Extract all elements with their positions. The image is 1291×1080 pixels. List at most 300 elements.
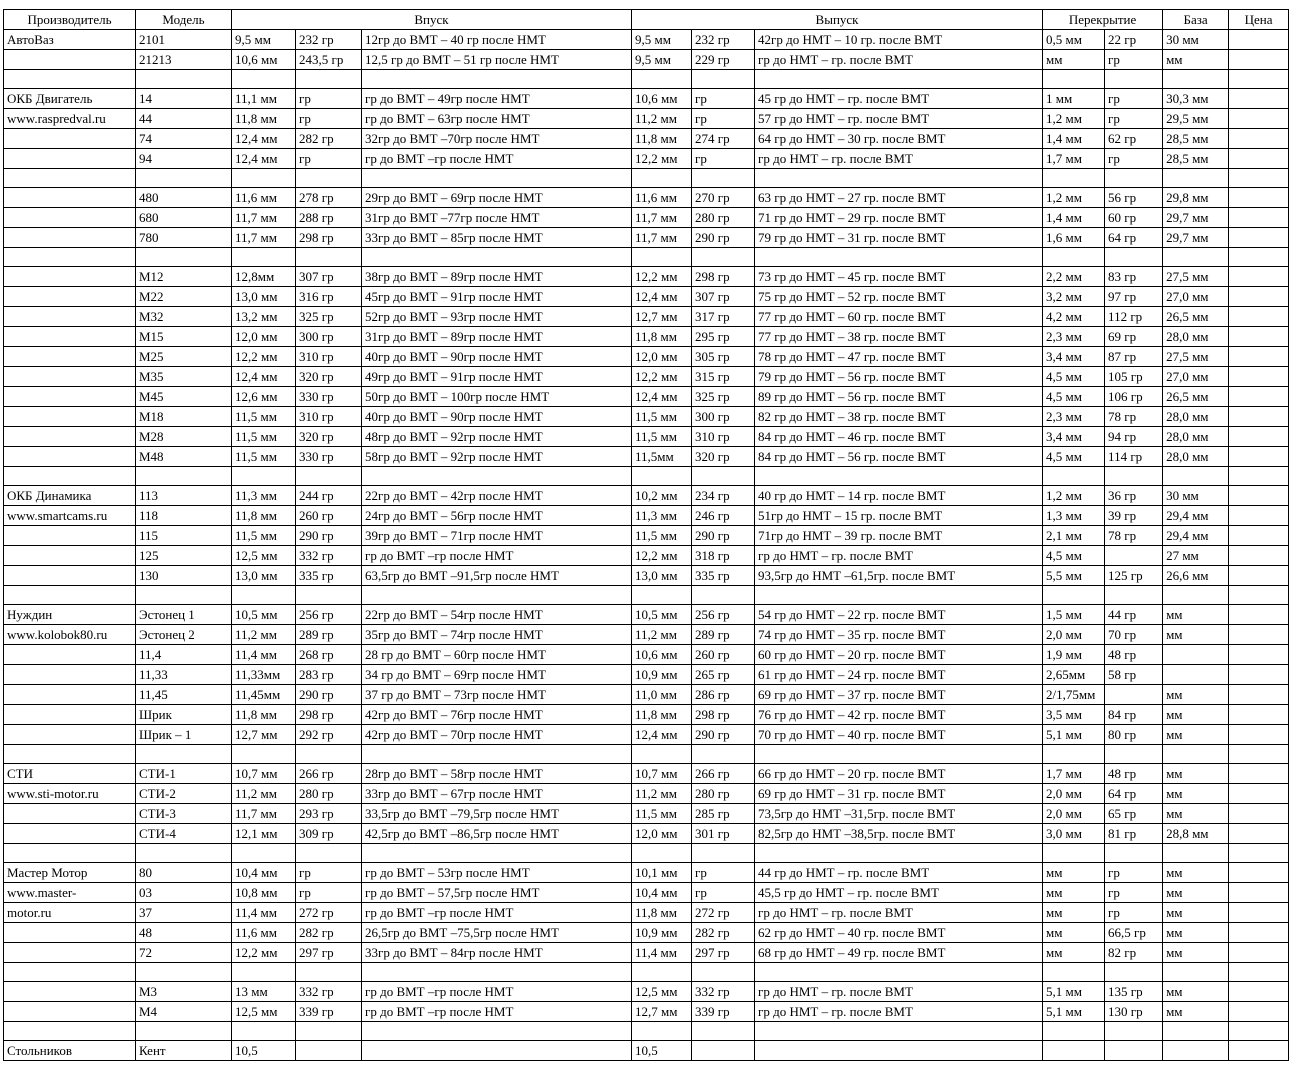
table-cell <box>1043 70 1105 89</box>
table-cell <box>1163 248 1229 267</box>
table-cell: 28,5 мм <box>1163 149 1229 169</box>
header-exhaust: Выпуск <box>632 10 1043 30</box>
table-cell <box>1163 1022 1229 1041</box>
table-cell <box>1229 665 1289 685</box>
table-cell <box>1229 208 1289 228</box>
table-cell: 12,2 мм <box>632 267 692 287</box>
table-row <box>4 745 1289 764</box>
table-cell: гр <box>1105 50 1163 70</box>
table-cell: 125 гр <box>1105 566 1163 586</box>
table-cell: мм <box>1043 903 1105 923</box>
table-cell: 1,2 мм <box>1043 109 1105 129</box>
table-cell <box>136 248 232 267</box>
table-cell: 310 гр <box>296 407 362 427</box>
table-cell: М45 <box>136 387 232 407</box>
table-cell <box>1163 665 1229 685</box>
table-cell: 3,4 мм <box>1043 427 1105 447</box>
table-cell <box>632 467 692 486</box>
table-cell: 12,5 мм <box>232 1002 296 1022</box>
table-cell: 68 гр до НМТ – 49 гр. после ВМТ <box>755 943 1043 963</box>
table-cell <box>1229 267 1289 287</box>
table-cell: ОКБ Двигатель <box>4 89 136 109</box>
table-cell: 10,7 мм <box>232 764 296 784</box>
table-cell: 12,8мм <box>232 267 296 287</box>
table-row <box>4 665 1289 685</box>
table-cell: 11,7 мм <box>632 228 692 248</box>
table-cell: 1,9 мм <box>1043 645 1105 665</box>
table-cell: 31гр до ВМТ –77гр после НМТ <box>362 208 632 228</box>
table-cell: 82 гр <box>1105 943 1163 963</box>
table-cell: 58 гр <box>1105 665 1163 685</box>
table-cell: 105 гр <box>1105 367 1163 387</box>
table-cell: гр <box>1105 109 1163 129</box>
table-cell: 28,8 мм <box>1163 824 1229 844</box>
table-cell: 112 гр <box>1105 307 1163 327</box>
table-row <box>4 307 1289 327</box>
table-cell: 65 гр <box>1105 804 1163 824</box>
table-cell <box>362 586 632 605</box>
table-cell: 28,0 мм <box>1163 327 1229 347</box>
table-cell <box>4 705 136 725</box>
table-cell: 339 гр <box>296 1002 362 1022</box>
table-cell <box>362 1041 632 1061</box>
table-cell: 114 гр <box>1105 447 1163 467</box>
table-cell <box>1229 1041 1289 1061</box>
table-cell: 11,3 мм <box>632 506 692 526</box>
table-cell: гр до ВМТ –гр после НМТ <box>362 903 632 923</box>
table-cell: 10,5 мм <box>232 605 296 625</box>
table-cell <box>692 169 755 188</box>
table-cell: 80 <box>136 863 232 883</box>
table-cell: мм <box>1163 923 1229 943</box>
table-cell <box>4 208 136 228</box>
table-row <box>4 784 1289 804</box>
table-cell: 11,5 мм <box>632 526 692 546</box>
table-cell <box>1163 467 1229 486</box>
table-cell: 2,0 мм <box>1043 625 1105 645</box>
table-cell: 10,6 мм <box>232 50 296 70</box>
table-cell: 11,8 мм <box>632 903 692 923</box>
table-row <box>4 903 1289 923</box>
table-cell <box>1229 367 1289 387</box>
table-cell: 10,6 мм <box>632 89 692 109</box>
table-cell <box>4 407 136 427</box>
table-cell: 260 гр <box>692 645 755 665</box>
table-cell: 80 гр <box>1105 725 1163 745</box>
table-row <box>4 70 1289 89</box>
table-cell: 13,0 мм <box>232 566 296 586</box>
table-cell <box>4 70 136 89</box>
table-cell: 27,0 мм <box>1163 367 1229 387</box>
table-cell: 79 гр до НМТ – 56 гр. после ВМТ <box>755 367 1043 387</box>
table-cell: 11,5 мм <box>232 427 296 447</box>
table-cell: 11,4 мм <box>232 645 296 665</box>
table-cell: 1,2 мм <box>1043 486 1105 506</box>
table-cell: 300 гр <box>692 407 755 427</box>
table-cell <box>1229 248 1289 267</box>
table-cell: 1,2 мм <box>1043 188 1105 208</box>
table-cell: 48 гр <box>1105 764 1163 784</box>
table-cell: 289 гр <box>692 625 755 645</box>
table-cell <box>632 248 692 267</box>
table-cell: 295 гр <box>692 327 755 347</box>
table-cell: 5,5 мм <box>1043 566 1105 586</box>
table-cell: Шрик <box>136 705 232 725</box>
table-cell: 12,4 мм <box>232 367 296 387</box>
table-cell: 243,5 гр <box>296 50 362 70</box>
table-cell: 11,7 мм <box>232 208 296 228</box>
table-cell: 24гр до ВМТ – 56гр после НМТ <box>362 506 632 526</box>
table-cell <box>1105 586 1163 605</box>
table-cell <box>1229 804 1289 824</box>
table-cell: 4,5 мм <box>1043 447 1105 467</box>
table-cell: 12,4 мм <box>632 287 692 307</box>
table-cell: 246 гр <box>692 506 755 526</box>
table-cell <box>1229 307 1289 327</box>
table-cell: 310 гр <box>692 427 755 447</box>
table-cell <box>362 467 632 486</box>
table-cell: Стольников <box>4 1041 136 1061</box>
table-cell <box>1229 129 1289 149</box>
table-cell: 78 гр <box>1105 407 1163 427</box>
table-cell: 335 гр <box>296 566 362 586</box>
table-cell: 330 гр <box>296 387 362 407</box>
table-cell: 339 гр <box>692 1002 755 1022</box>
table-cell <box>362 169 632 188</box>
table-cell: 12,4 мм <box>232 149 296 169</box>
table-cell: 11,2 мм <box>632 625 692 645</box>
table-cell: 10,4 мм <box>632 883 692 903</box>
table-cell <box>1105 1022 1163 1041</box>
table-cell: 71гр до НМТ – 39 гр. после ВМТ <box>755 526 1043 546</box>
table-cell: 57 гр до НМТ – гр. после ВМТ <box>755 109 1043 129</box>
table-cell: мм <box>1043 50 1105 70</box>
table-cell: 11,6 мм <box>632 188 692 208</box>
table-cell: 11,8 мм <box>632 327 692 347</box>
table-cell: 30 мм <box>1163 30 1229 50</box>
table-cell <box>1229 685 1289 705</box>
table-cell: 11,45мм <box>232 685 296 705</box>
table-cell: 84 гр до НМТ – 56 гр. после ВМТ <box>755 447 1043 467</box>
table-cell: 2,0 мм <box>1043 804 1105 824</box>
table-cell: 45 гр до НМТ – гр. после ВМТ <box>755 89 1043 109</box>
table-cell: 10,9 мм <box>632 665 692 685</box>
table-cell: 268 гр <box>296 645 362 665</box>
table-cell: М32 <box>136 307 232 327</box>
table-cell: М22 <box>136 287 232 307</box>
table-cell <box>362 844 632 863</box>
table-row <box>4 546 1289 566</box>
table-cell <box>1229 50 1289 70</box>
table-cell: 10,5 <box>632 1041 692 1061</box>
table-cell <box>1229 963 1289 982</box>
table-cell <box>4 228 136 248</box>
table-cell: 26,6 мм <box>1163 566 1229 586</box>
table-cell <box>632 70 692 89</box>
table-cell: 44 гр <box>1105 605 1163 625</box>
table-cell: 34 гр до ВМТ – 69гр после НМТ <box>362 665 632 685</box>
table-cell <box>1043 169 1105 188</box>
table-row <box>4 267 1289 287</box>
table-cell: 22гр до ВМТ – 42гр после НМТ <box>362 486 632 506</box>
table-cell: 13,0 мм <box>632 566 692 586</box>
table-cell: 42гр до ВМТ – 76гр после НМТ <box>362 705 632 725</box>
table-cell: 10,4 мм <box>232 863 296 883</box>
table-cell: мм <box>1163 605 1229 625</box>
table-cell: 13,2 мм <box>232 307 296 327</box>
table-row <box>4 287 1289 307</box>
table-cell: 9,5 мм <box>632 50 692 70</box>
table-cell: 5,1 мм <box>1043 982 1105 1002</box>
table-cell <box>632 586 692 605</box>
table-cell <box>1229 387 1289 407</box>
table-cell <box>4 149 136 169</box>
table-cell: М18 <box>136 407 232 427</box>
table-cell <box>4 923 136 943</box>
table-cell <box>4 287 136 307</box>
table-cell <box>1229 526 1289 546</box>
table-cell: 10,8 мм <box>232 883 296 903</box>
table-cell: 83 гр <box>1105 267 1163 287</box>
table-cell: 28,0 мм <box>1163 427 1229 447</box>
table-cell: 680 <box>136 208 232 228</box>
table-cell: 1,6 мм <box>1043 228 1105 248</box>
table-cell: 2,2 мм <box>1043 267 1105 287</box>
table-cell: 234 гр <box>692 486 755 506</box>
table-cell <box>362 70 632 89</box>
table-cell <box>1229 149 1289 169</box>
table-cell <box>1043 586 1105 605</box>
table-cell: 3,2 мм <box>1043 287 1105 307</box>
table-cell: 69 гр <box>1105 327 1163 347</box>
table-cell: М35 <box>136 367 232 387</box>
table-cell <box>1229 486 1289 506</box>
table-cell: 26,5 мм <box>1163 307 1229 327</box>
table-cell <box>4 824 136 844</box>
table-cell: 11,8 мм <box>232 506 296 526</box>
table-cell <box>4 1022 136 1041</box>
table-row <box>4 50 1289 70</box>
table-cell <box>136 586 232 605</box>
table-cell <box>1105 1041 1163 1061</box>
table-cell: 29,7 мм <box>1163 228 1229 248</box>
table-row <box>4 982 1289 1002</box>
table-cell <box>4 526 136 546</box>
table-cell: 10,6 мм <box>632 645 692 665</box>
table-cell: 1,4 мм <box>1043 129 1105 149</box>
table-cell: 27,5 мм <box>1163 347 1229 367</box>
table-cell: 73,5гр до НМТ –31,5гр. после ВМТ <box>755 804 1043 824</box>
table-cell <box>4 665 136 685</box>
table-row <box>4 705 1289 725</box>
table-cell: 94 <box>136 149 232 169</box>
table-cell: 320 гр <box>296 427 362 447</box>
table-cell: 310 гр <box>296 347 362 367</box>
table-cell <box>136 963 232 982</box>
table-cell <box>1105 963 1163 982</box>
table-cell: 12,4 мм <box>632 725 692 745</box>
table-cell: 56 гр <box>1105 188 1163 208</box>
header-model: Модель <box>136 10 232 30</box>
table-cell: 10,2 мм <box>632 486 692 506</box>
table-row <box>4 188 1289 208</box>
table-cell <box>232 70 296 89</box>
table-cell <box>296 844 362 863</box>
table-cell <box>232 467 296 486</box>
table-cell: мм <box>1163 943 1229 963</box>
table-cell: 125 <box>136 546 232 566</box>
table-cell: 256 гр <box>692 605 755 625</box>
table-cell <box>4 367 136 387</box>
table-cell: мм <box>1163 685 1229 705</box>
table-cell <box>632 169 692 188</box>
table-cell <box>1163 70 1229 89</box>
table-cell: гр до НМТ – гр. после ВМТ <box>755 50 1043 70</box>
table-cell: М25 <box>136 347 232 367</box>
table-cell: 4,2 мм <box>1043 307 1105 327</box>
table-cell <box>1105 685 1163 705</box>
table-cell: 12,2 мм <box>632 149 692 169</box>
table-cell: 320 гр <box>692 447 755 467</box>
table-cell: 130 <box>136 566 232 586</box>
table-cell: СТИ-1 <box>136 764 232 784</box>
table-cell: 10,7 мм <box>632 764 692 784</box>
table-cell: 36 гр <box>1105 486 1163 506</box>
table-cell: 317 гр <box>692 307 755 327</box>
table-cell <box>1229 287 1289 307</box>
table-cell: 13 мм <box>232 982 296 1002</box>
table-cell: 62 гр <box>1105 129 1163 149</box>
table-cell <box>755 963 1043 982</box>
header-manufacturer: Производитель <box>4 10 136 30</box>
table-cell <box>1043 745 1105 764</box>
table-row <box>4 764 1289 784</box>
table-cell: 28 гр до ВМТ – 60гр после НМТ <box>362 645 632 665</box>
table-row <box>4 467 1289 486</box>
table-cell: 309 гр <box>296 824 362 844</box>
table-cell <box>1163 645 1229 665</box>
table-row <box>4 387 1289 407</box>
table-cell <box>362 1022 632 1041</box>
table-cell: 232 гр <box>296 30 362 50</box>
table-cell: 12,6 мм <box>232 387 296 407</box>
table-cell: www.kolobok80.ru <box>4 625 136 645</box>
table-cell <box>296 963 362 982</box>
table-row <box>4 645 1289 665</box>
table-cell: 11,5 мм <box>632 804 692 824</box>
table-cell: 12,0 мм <box>232 327 296 347</box>
table-cell: 28,5 мм <box>1163 129 1229 149</box>
table-cell: 69 гр до НМТ – 31 гр. после ВМТ <box>755 784 1043 804</box>
table-cell: 77 гр до НМТ – 38 гр. после ВМТ <box>755 327 1043 347</box>
table-cell: 289 гр <box>296 625 362 645</box>
table-row <box>4 228 1289 248</box>
table-cell: 11,5 мм <box>632 407 692 427</box>
table-cell: 27,5 мм <box>1163 267 1229 287</box>
table-cell: 12,5 мм <box>632 982 692 1002</box>
table-row <box>4 923 1289 943</box>
table-cell: 35гр до ВМТ – 74гр после НМТ <box>362 625 632 645</box>
table-cell: 29,4 мм <box>1163 506 1229 526</box>
table-cell <box>755 586 1043 605</box>
table-cell <box>232 963 296 982</box>
table-cell <box>4 169 136 188</box>
table-cell: гр до ВМТ – 49гр после НМТ <box>362 89 632 109</box>
table-cell: 33гр до ВМТ – 84гр после НМТ <box>362 943 632 963</box>
table-cell: мм <box>1163 725 1229 745</box>
table-cell: 58гр до ВМТ – 92гр после НМТ <box>362 447 632 467</box>
table-cell: 75 гр до НМТ – 52 гр. после ВМТ <box>755 287 1043 307</box>
table-cell: Мастер Мотор <box>4 863 136 883</box>
table-row <box>4 447 1289 467</box>
table-cell: 11,5 мм <box>232 407 296 427</box>
table-cell: 42гр до ВМТ – 70гр после НМТ <box>362 725 632 745</box>
table-cell: 325 гр <box>296 307 362 327</box>
table-cell: гр до ВМТ – 53гр после НМТ <box>362 863 632 883</box>
table-cell: мм <box>1163 625 1229 645</box>
table-cell: 232 гр <box>692 30 755 50</box>
table-cell <box>1229 228 1289 248</box>
table-cell <box>1043 248 1105 267</box>
table-cell: мм <box>1163 1002 1229 1022</box>
table-cell <box>755 248 1043 267</box>
table-cell: гр до ВМТ – 63гр после НМТ <box>362 109 632 129</box>
table-cell: 11,5 мм <box>632 427 692 447</box>
table-cell: 244 гр <box>296 486 362 506</box>
table-cell: гр <box>692 883 755 903</box>
table-cell: 12,2 мм <box>632 546 692 566</box>
table-cell: 298 гр <box>692 267 755 287</box>
table-cell: 11,6 мм <box>232 188 296 208</box>
header-intake: Впуск <box>232 10 632 30</box>
table-cell <box>1229 824 1289 844</box>
table-row <box>4 883 1289 903</box>
table-row <box>4 526 1289 546</box>
table-cell: 3,0 мм <box>1043 824 1105 844</box>
table-cell <box>4 943 136 963</box>
table-cell: 50гр до ВМТ – 100гр после НМТ <box>362 387 632 407</box>
table-cell: 1 мм <box>1043 89 1105 109</box>
table-cell: 11,8 мм <box>232 705 296 725</box>
table-cell <box>136 169 232 188</box>
table-cell <box>1229 327 1289 347</box>
table-cell: гр <box>1105 149 1163 169</box>
table-cell: 316 гр <box>296 287 362 307</box>
table-cell: М28 <box>136 427 232 447</box>
table-cell: мм <box>1163 883 1229 903</box>
table-cell: 1,5 мм <box>1043 605 1105 625</box>
table-cell: 332 гр <box>296 982 362 1002</box>
table-cell: www.sti-motor.ru <box>4 784 136 804</box>
table-cell: 1,4 мм <box>1043 208 1105 228</box>
table-cell: 81 гр <box>1105 824 1163 844</box>
table-cell: 280 гр <box>296 784 362 804</box>
table-cell <box>1105 169 1163 188</box>
table-cell <box>232 1022 296 1041</box>
table-cell: 11,4 <box>136 645 232 665</box>
table-cell: 11,6 мм <box>232 923 296 943</box>
table-cell: 11,2 мм <box>232 625 296 645</box>
table-row <box>4 486 1289 506</box>
table-cell: 0,5 мм <box>1043 30 1105 50</box>
table-cell: 11,7 мм <box>232 228 296 248</box>
table-row <box>4 586 1289 605</box>
table-cell <box>1229 625 1289 645</box>
table-row <box>4 685 1289 705</box>
table-row <box>4 347 1289 367</box>
table-row <box>4 824 1289 844</box>
table-cell: 33гр до ВМТ – 85гр после НМТ <box>362 228 632 248</box>
